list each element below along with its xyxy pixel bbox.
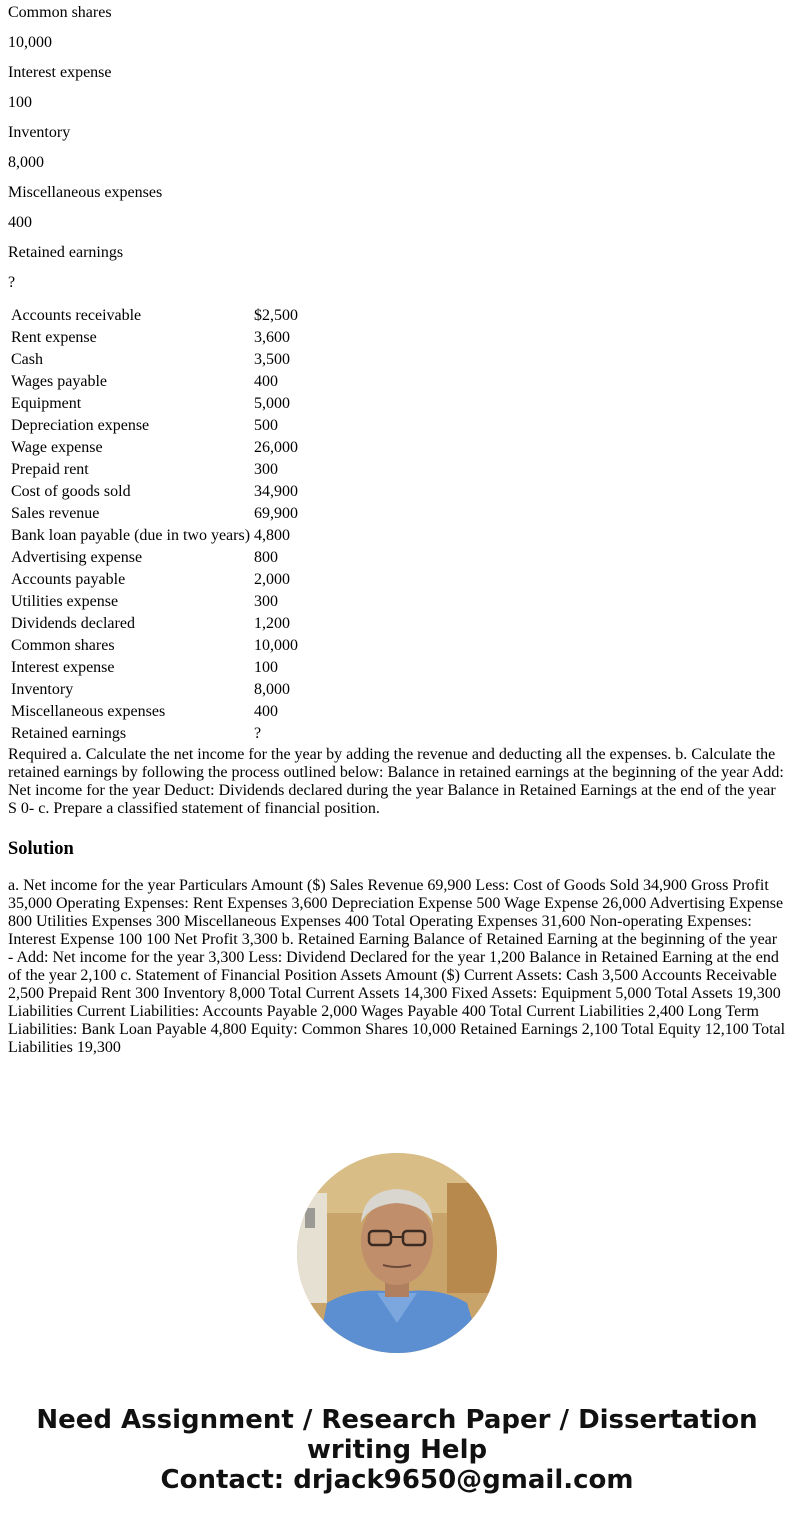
table-body [10, 306, 299, 744]
table-row [10, 724, 299, 744]
account-label: Cost of goods sold [11, 483, 131, 500]
account-label: Accounts payable [11, 571, 126, 588]
account-label: Interest expense [11, 659, 115, 676]
account-value: 5,000 [254, 395, 291, 412]
account-value: 26,000 [254, 439, 299, 456]
account-balances-table [8, 304, 301, 746]
account-value: 400 [254, 373, 279, 390]
solution-heading: Solution [8, 839, 74, 859]
account-label: Miscellaneous expenses [11, 703, 166, 720]
account-value: 34,900 [254, 483, 299, 500]
account-label: Wages payable [11, 373, 107, 390]
account-value: 4,800 [254, 527, 291, 544]
author-avatar [297, 1153, 497, 1353]
table-row [10, 548, 299, 568]
account-value: $2,500 [254, 307, 299, 324]
account-value: 10,000 [254, 637, 299, 654]
table-row [10, 328, 299, 348]
account-label: Bank loan payable (due in two years) [11, 527, 251, 544]
required-text: Required a. Calculate the net income for the year by adding the revenue and deducting all the expenses. b. Calculate the retained earnings by following the process outlined below: Balance in retained earnings at the beginning of the year Add: Net income for the year Deduct: Dividends declared during the year Balance in Retained Earnings at the end of the year S 0- c. Prepare a classified statement of financial position. [8, 746, 784, 817]
intro-value: 400 [8, 214, 32, 231]
intro-label: Inventory [8, 124, 71, 141]
account-label: Prepaid rent [11, 461, 89, 478]
account-label: Wage expense [11, 439, 103, 456]
table-row [10, 372, 299, 392]
account-value: 2,000 [254, 571, 291, 588]
account-value: 3,500 [254, 351, 291, 368]
table-row [10, 702, 299, 722]
intro-label: Miscellaneous expenses [8, 184, 163, 201]
account-label: Retained earnings [11, 725, 127, 742]
account-value: 8,000 [254, 681, 291, 698]
footer-line-2: writing Help [306, 1435, 488, 1465]
table-row [10, 416, 299, 436]
table-row [10, 658, 299, 678]
account-label: Accounts receivable [11, 307, 142, 324]
account-label: Rent expense [11, 329, 97, 346]
table-row [10, 394, 299, 414]
footer-line-1: Need Assignment / Research Paper / Dissertation [36, 1405, 758, 1435]
intro-label: Retained earnings [8, 244, 124, 261]
intro-value: ? [8, 274, 16, 291]
account-label: Dividends declared [11, 615, 135, 632]
table-row [10, 526, 299, 546]
account-value: 69,900 [254, 505, 299, 522]
account-value: 3,600 [254, 329, 291, 346]
account-value: 300 [254, 461, 279, 478]
account-label: Utilities expense [11, 593, 119, 610]
table-row [10, 570, 299, 590]
intro-label: Interest expense [8, 64, 112, 81]
account-value: 1,200 [254, 615, 291, 632]
account-value: 800 [254, 549, 279, 566]
account-value: 100 [254, 659, 279, 676]
intro-list [8, 0, 786, 300]
intro-value: 10,000 [8, 34, 52, 51]
table-row [10, 482, 299, 502]
account-value: 300 [254, 593, 279, 610]
intro-label: Common shares [8, 4, 112, 21]
table-row [10, 306, 299, 326]
author-photo-icon [297, 1153, 497, 1353]
account-label: Common shares [11, 637, 115, 654]
intro-value: 8,000 [8, 154, 44, 171]
table-row [10, 592, 299, 612]
table-row [10, 680, 299, 700]
account-value: 400 [254, 703, 279, 720]
footer-banner [0, 1405, 794, 1495]
solution-text: a. Net income for the year Particulars Amount ($) Sales Revenue 69,900 Less: Cost of Goods Sold 34,900 Gross Profit 35,000 Operating Expenses: Rent Expenses 3,600 Depreciation Expense 500 Wage Expense 26,000 Advertising Expense 800 Utilities Expenses 300 Miscellaneous Expenses 400 Total Operating Expenses 31,600 Non-operating Expenses: Interest Expense 100 100 Net Profit 3,300 b. Retained Earning Balance of Retained Earning at the beginning of the year - Add: Net income for the year 3,300 Less: Dividend Declared for the year 1,200 Balance in Retained Earning at the end of the year 2,100 c. Statement of Financial Position Assets Amount ($) Current Assets: Cash 3,500 Accounts Receivable 2,500 Prepaid Rent 300 Inventory 8,000 Total Current Assets 14,300 Fixed Assets: Equipment 5,000 Total Assets 19,300 Liabilities Current Liabilities: Accounts Payable 2,000 Wages Payable 400 Total Current Liabilities 2,400 Long Term Liabilities: Bank Loan Payable 4,800 Equity: Common Shares 10,000 Retained Earnings 2,100 Total Equity 12,100 Total Liabilities 19,300 [8, 877, 786, 1056]
account-value: ? [254, 725, 262, 742]
table-row [10, 438, 299, 458]
table-row [10, 504, 299, 524]
table-row [10, 350, 299, 370]
footer-contact: Contact: drjack9650@gmail.com [160, 1465, 634, 1495]
account-label: Depreciation expense [11, 417, 150, 434]
account-label: Advertising expense [11, 549, 143, 566]
intro-value: 100 [8, 94, 32, 111]
account-label: Equipment [11, 395, 82, 412]
table-row [10, 636, 299, 656]
table-row [10, 614, 299, 634]
account-label: Sales revenue [11, 505, 100, 522]
account-label: Cash [11, 351, 43, 368]
account-value: 500 [254, 417, 279, 434]
account-label: Inventory [11, 681, 74, 698]
table-row [10, 460, 299, 480]
